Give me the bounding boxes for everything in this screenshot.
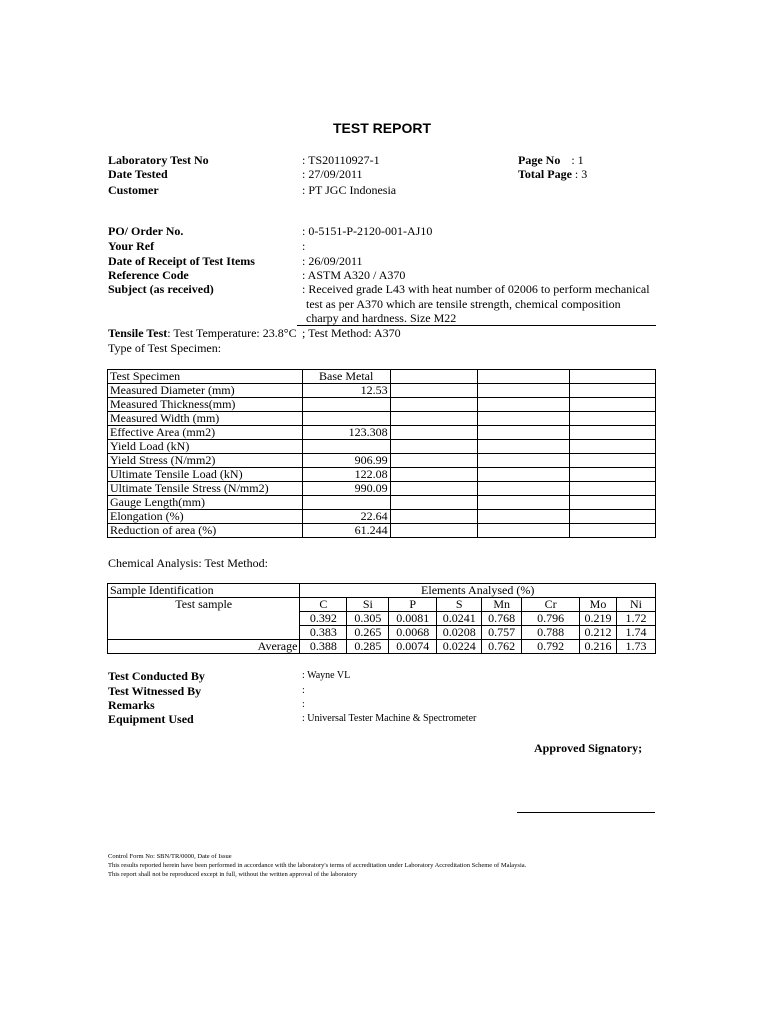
tensile-row [108, 440, 656, 454]
control-form-note: Control Form No: SBN/TR/0000, Date of Issue [108, 853, 232, 860]
tensile-row-value: 122.08 [302, 468, 390, 482]
elements-header: Elements Analysed (%) [300, 584, 656, 598]
tensile-row [108, 496, 656, 510]
subject-line-3: charpy and hardness. Size M22 [306, 311, 457, 325]
tensile-empty-cell [478, 426, 570, 440]
chem-value: 0.212 [580, 626, 617, 640]
reproduction-note: This report shall not be reproduced except in full, without the written approval of the laboratory [108, 871, 358, 878]
chem-average-value: 0.216 [580, 640, 617, 654]
tensile-empty-cell [478, 524, 570, 538]
tensile-empty-cell [390, 384, 478, 398]
sample-id-header: Sample Identification [108, 584, 300, 598]
chem-average-value: 0.285 [347, 640, 389, 654]
tensile-row-value: 123.308 [302, 426, 390, 440]
approved-signatory: Approved Signatory; [534, 741, 643, 755]
subject-label: Subject (as received) [108, 282, 214, 296]
subject-line-1: : Received grade L43 with heat number of 02006 to perform mechanical [302, 282, 650, 296]
chem-value: 0.265 [347, 626, 389, 640]
tensile-empty-cell [570, 482, 656, 496]
tensile-row-label: Yield Stress (N/mm2) [108, 454, 303, 468]
tensile-row [108, 384, 656, 398]
tensile-row-label: Reduction of area (%) [108, 524, 303, 538]
page-no [518, 153, 584, 168]
tensile-row-value: Base Metal [302, 370, 390, 384]
chem-value: 0.305 [347, 612, 389, 626]
tensile-row-label: Measured Width (mm) [108, 412, 303, 426]
tensile-empty-cell [478, 468, 570, 482]
tensile-empty-cell [570, 398, 656, 412]
tensile-row-label: Test Specimen [108, 370, 303, 384]
element-header: Si [347, 598, 389, 612]
tensile-row-value [302, 398, 390, 412]
tensile-empty-cell [478, 482, 570, 496]
tensile-empty-cell [478, 370, 570, 384]
tensile-empty-cell [478, 398, 570, 412]
tensile-row-value: 22.64 [302, 510, 390, 524]
chem-average-value: 0.0074 [389, 640, 437, 654]
element-header: S [437, 598, 482, 612]
tensile-temp: : Test Temperature: 23.8°C [167, 326, 297, 340]
tensile-row-value: 12.53 [302, 384, 390, 398]
tensile-row [108, 370, 656, 384]
tensile-empty-cell [390, 440, 478, 454]
receipt-value: : 26/09/2011 [302, 254, 363, 268]
tensile-empty-cell [570, 384, 656, 398]
tensile-empty-cell [570, 524, 656, 538]
tensile-row [108, 398, 656, 412]
tensile-empty-cell [390, 496, 478, 510]
lab-test-no-label: Laboratory Test No [108, 153, 209, 167]
page-no-label: Page No [518, 153, 561, 167]
tensile-row-value: 61.244 [302, 524, 390, 538]
conducted-label: Test Conducted By [108, 669, 205, 683]
tensile-table [107, 369, 656, 538]
element-header: Ni [617, 598, 656, 612]
tensile-row-label: Gauge Length(mm) [108, 496, 303, 510]
tensile-empty-cell [570, 440, 656, 454]
tensile-row [108, 482, 656, 496]
chem-value: 0.0068 [389, 626, 437, 640]
chem-value: 1.72 [617, 612, 656, 626]
element-header: P [389, 598, 437, 612]
tensile-empty-cell [478, 412, 570, 426]
tensile-row-value [302, 412, 390, 426]
tensile-row-value [302, 440, 390, 454]
tensile-empty-cell [390, 510, 478, 524]
tensile-empty-cell [570, 454, 656, 468]
tensile-row-label: Ultimate Tensile Load (kN) [108, 468, 303, 482]
tensile-empty-cell [570, 370, 656, 384]
tensile-empty-cell [570, 510, 656, 524]
chem-value: 0.796 [522, 612, 580, 626]
lab-test-no-value: : TS20110927-1 [302, 153, 380, 167]
tensile-empty-cell [390, 468, 478, 482]
your-ref-value: : [302, 239, 306, 253]
tensile-empty-cell [390, 398, 478, 412]
chem-value: 0.757 [482, 626, 522, 640]
total-page-label: Total Page [518, 167, 572, 181]
receipt-label: Date of Receipt of Test Items [108, 254, 255, 268]
date-tested-value: : 27/09/2011 [302, 167, 363, 181]
tensile-empty-cell [570, 426, 656, 440]
tensile-row [108, 524, 656, 538]
chem-value: 0.392 [300, 612, 347, 626]
tensile-row [108, 468, 656, 482]
remarks-value: : [302, 699, 305, 710]
po-label: PO/ Order No. [108, 224, 184, 238]
specimen-type-label: Type of Test Specimen: [108, 341, 222, 355]
tensile-row-label: Measured Diameter (mm) [108, 384, 303, 398]
tensile-empty-cell [390, 482, 478, 496]
page-no-value: : 1 [571, 153, 584, 167]
chem-average-value: 0.388 [300, 640, 347, 654]
tensile-row [108, 454, 656, 468]
tensile-empty-cell [390, 370, 478, 384]
conducted-value: : Wayne VL [302, 670, 351, 681]
report-title: TEST REPORT [333, 120, 432, 136]
date-tested-label: Date Tested [108, 167, 168, 181]
remarks-label: Remarks [108, 698, 155, 712]
witnessed-value: : [302, 685, 305, 696]
customer-label: Customer [108, 183, 159, 197]
tensile-row [108, 412, 656, 426]
tensile-empty-cell [570, 496, 656, 510]
element-header: C [300, 598, 347, 612]
tensile-empty-cell [390, 426, 478, 440]
chem-value: 0.383 [300, 626, 347, 640]
po-value: : 0-5151-P-2120-001-AJ10 [302, 224, 433, 238]
chem-value: 0.0208 [437, 626, 482, 640]
subject-line-2: test as per A370 which are tensile strength, chemical composition [306, 297, 621, 311]
tensile-row-value: 990.09 [302, 482, 390, 496]
element-header: Cr [522, 598, 580, 612]
chem-value: 0.768 [482, 612, 522, 626]
chem-average-value: 0.0224 [437, 640, 482, 654]
witnessed-label: Test Witnessed By [108, 684, 202, 698]
sample-label: Test sample [108, 598, 300, 640]
equipment-label: Equipment Used [108, 712, 194, 726]
chem-value: 0.788 [522, 626, 580, 640]
tensile-row-value: 906.99 [302, 454, 390, 468]
chem-heading: Chemical Analysis: Test Method: [108, 556, 268, 570]
your-ref-label: Your Ref [108, 239, 155, 253]
average-label: Average [108, 640, 300, 654]
tensile-empty-cell [570, 468, 656, 482]
total-page-value: : 3 [574, 167, 588, 181]
tensile-row-label: Ultimate Tensile Stress (N/mm2) [108, 482, 303, 496]
tensile-label: Tensile Test [108, 326, 168, 340]
chem-value: 0.0241 [437, 612, 482, 626]
tensile-empty-cell [478, 454, 570, 468]
total-page [518, 167, 587, 182]
element-header: Mo [580, 598, 617, 612]
accreditation-note: This results reported herein have been performed in accordance with the laboratory's terms of accreditation under Laboratory Accreditation Scheme of Malaysia. [108, 862, 527, 869]
chem-value: 0.0081 [389, 612, 437, 626]
tensile-empty-cell [570, 412, 656, 426]
element-header: Mn [482, 598, 522, 612]
tensile-row-label: Yield Load (kN) [108, 440, 303, 454]
tensile-row [108, 426, 656, 440]
tensile-empty-cell [478, 384, 570, 398]
tensile-row-label: Effective Area (mm2) [108, 426, 303, 440]
tensile-empty-cell [478, 440, 570, 454]
customer-value: : PT JGC Indonesia [302, 183, 397, 197]
tensile-row-value [302, 496, 390, 510]
tensile-empty-cell [390, 412, 478, 426]
chem-average-value: 1.73 [617, 640, 656, 654]
tensile-empty-cell [390, 454, 478, 468]
tensile-method: ; Test Method: A370 [302, 326, 401, 340]
chem-value: 1.74 [617, 626, 656, 640]
tensile-empty-cell [390, 524, 478, 538]
tensile-row-label: Elongation (%) [108, 510, 303, 524]
ref-code-value: : ASTM A320 / A370 [302, 268, 406, 282]
tensile-empty-cell [478, 496, 570, 510]
signature-line [517, 812, 655, 813]
equipment-value: : Universal Tester Machine & Spectrometer [302, 713, 477, 724]
ref-code-label: Reference Code [108, 268, 189, 282]
tensile-row-label: Measured Thickness(mm) [108, 398, 303, 412]
chemical-table [107, 583, 656, 654]
tensile-row [108, 510, 656, 524]
chem-average-value: 0.792 [522, 640, 580, 654]
tensile-empty-cell [478, 510, 570, 524]
chem-value: 0.219 [580, 612, 617, 626]
tensile-heading [108, 326, 297, 341]
chem-average-value: 0.762 [482, 640, 522, 654]
